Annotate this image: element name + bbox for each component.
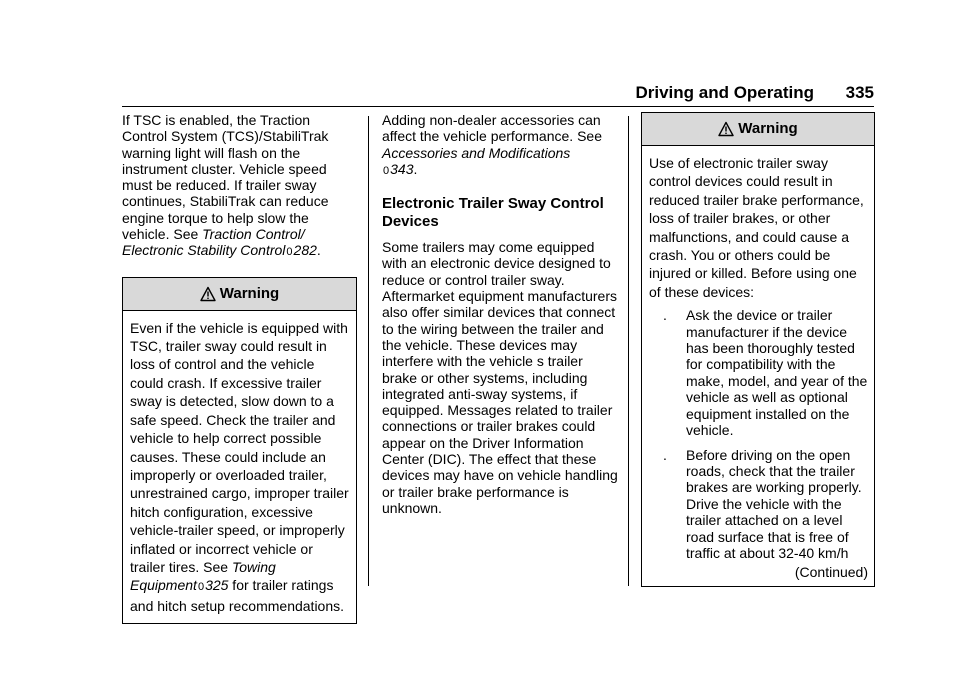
tsc-paragraph: If TSC is enabled, the Traction Control System (TCS)/StabiliTrak warning light will flash on the instrument cluster. Vehicle speed must be reduced. If trailer sway continues, StabiliTrak can reduce engine torque to help slow the vehicle. See Traction Control/ Electronic Stability Control0282. xyxy=(122,112,329,259)
header-rule xyxy=(122,106,874,107)
warning-header xyxy=(642,113,874,146)
page-ref-number[interactable]: 325 xyxy=(205,577,229,594)
page-ref-arrow: 0 xyxy=(383,164,390,177)
list-item: . Ask the device or trailer manufacturer if the device has been thoroughly tested for compatibility with the make, model, and year of the vehicle as well as optional equipment installed on the vehicle. xyxy=(663,307,868,439)
warning-triangle-icon xyxy=(200,286,216,302)
warning-title: Warning xyxy=(738,119,798,137)
column-3 xyxy=(641,112,875,587)
warning-header xyxy=(123,278,356,311)
warning-bullet-list xyxy=(649,307,868,561)
page-header xyxy=(122,83,874,107)
page-number: 335 xyxy=(845,83,874,102)
column-2 xyxy=(382,112,618,516)
list-item: . Before driving on the open roads, check that the trailer brakes are working properly. Drive the vehicle with the trailer attached on a level road surface that is free of traffic at about 32-40 km/h xyxy=(663,446,862,561)
accessories-paragraph: Adding non-dealer accessories can affect the vehicle performance. See Accessories and Modifications 0343. xyxy=(382,112,602,177)
warning-triangle-icon xyxy=(718,121,734,137)
column-divider xyxy=(628,116,629,586)
cross-reference-link[interactable]: Accessories and Modifications xyxy=(382,144,571,161)
cross-reference-link[interactable]: Towing Equipment xyxy=(130,558,276,594)
page-ref-arrow: 0 xyxy=(286,246,293,259)
warning-title: Warning xyxy=(219,284,280,302)
page-ref-number[interactable]: 282 xyxy=(293,242,317,259)
bullet-mark: . xyxy=(663,446,667,463)
page-ref-arrow: 0 xyxy=(197,581,205,594)
page-ref-number[interactable]: 343 xyxy=(390,160,414,177)
sway-devices-paragraph: Some trailers may come equipped with an electronic device designed to reduce or control trailer sway. Aftermarket equipment manufacturers also offer similar devices that connect to the wiring between the trailer and the vehicle. These devices may interfere with the vehicle s trailer brake or other systems, including integrated anti-sway systems, if equipped. Messages related to trailer connections or trailer brakes could appear on the Driver Information Center (DIC). The effect that these devices may have on vehicle handling or trailer brake performance is unknown. xyxy=(382,239,618,516)
warning-text: Use of electronic trailer sway control devices could result in reduced trailer brake performance, loss of trailer brakes, or other malfunctions, and could cause a crash. You or others could be injured or killed. Before using one of these devices: xyxy=(649,155,864,300)
cross-reference-link[interactable]: Traction Control/ Electronic Stability Control xyxy=(122,226,305,259)
warning-box xyxy=(122,277,357,625)
warning-box xyxy=(641,112,875,587)
column-divider xyxy=(368,116,369,586)
continued-label: (Continued) xyxy=(794,564,868,581)
section-title: Electronic Trailer Sway Control Devices xyxy=(382,195,604,231)
section-heading: Driving and Operating xyxy=(635,83,814,102)
column-1 xyxy=(122,112,357,624)
warning-body: Even if the vehicle is equipped with TSC, trailer sway could result in loss of control and the vehicle could crash. If excessive trailer sway is detected, slow down to a safe speed. Check the trailer and vehicle to help correct possible causes. These could include an improperly or overloaded trailer, unrestrained cargo, improper trailer hitch configuration, excessive vehicle-trailer speed, or improperly inflated or incorrect vehicle or trailer tires. See Towing Equipment0325 for trailer ratings and hitch setup recommendations. xyxy=(130,319,349,614)
warning-body xyxy=(642,146,874,586)
bullet-mark: . xyxy=(663,307,667,324)
